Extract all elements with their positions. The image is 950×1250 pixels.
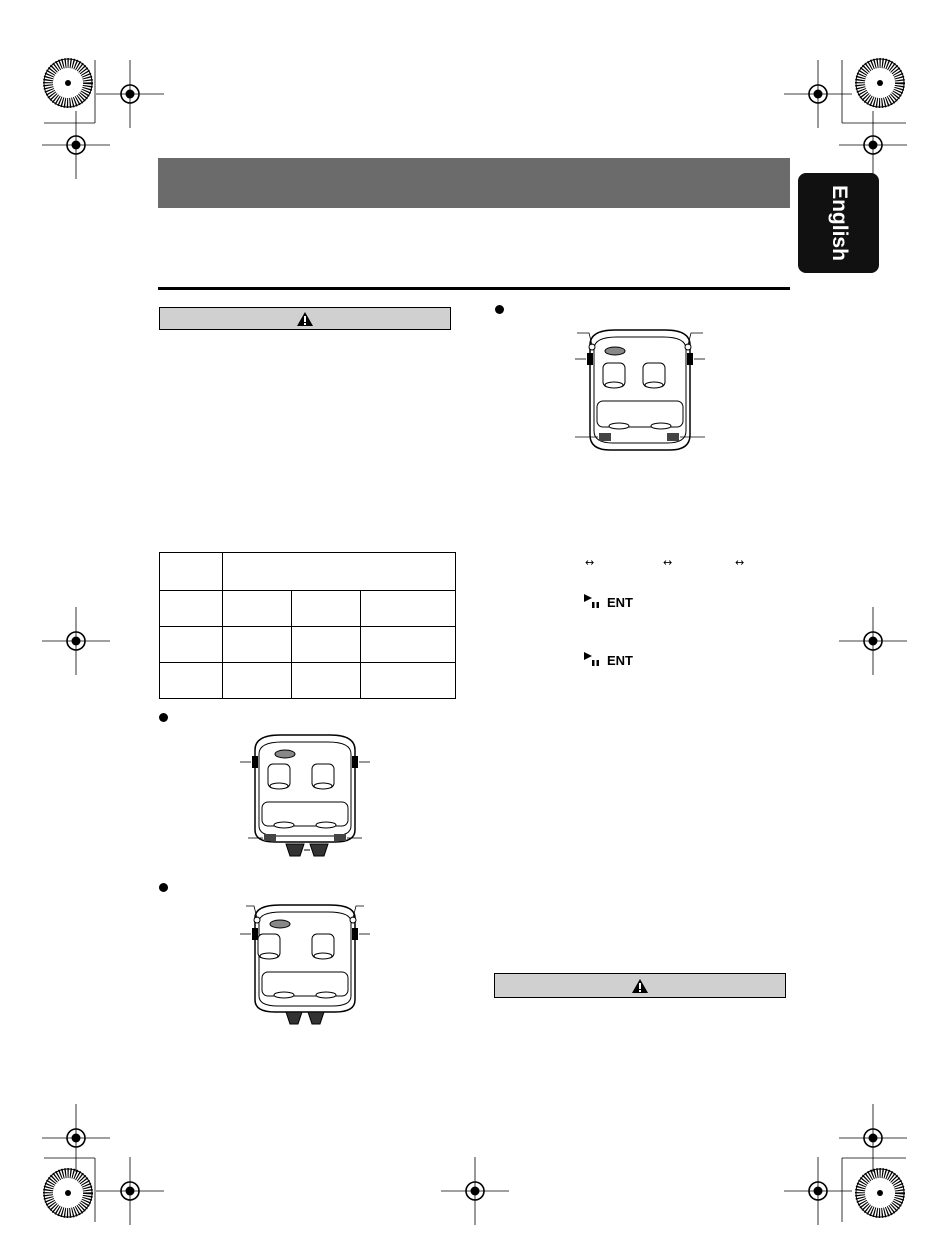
arrow-symbol: ↔ [663, 556, 673, 569]
ent-button-label: ENT [607, 595, 633, 610]
bullet-point [495, 305, 504, 314]
car-speaker-diagram [240, 900, 370, 1030]
table-cell [223, 663, 292, 699]
table-cell [160, 627, 223, 663]
speaker-config-table [159, 552, 456, 699]
warning-triangle-icon [296, 311, 314, 327]
table-cell [292, 627, 361, 663]
table-cell [160, 553, 223, 591]
caution-box [159, 307, 451, 330]
language-tab[interactable] [798, 173, 879, 273]
table-cell [223, 591, 292, 627]
table-cell [223, 553, 456, 591]
car-speaker-diagram [575, 325, 705, 455]
table-cell [160, 591, 223, 627]
warning-triangle-icon [631, 978, 649, 994]
caution-box [494, 973, 786, 998]
arrow-symbol: ↔ [735, 556, 745, 569]
table-cell [292, 591, 361, 627]
header-divider [158, 287, 790, 290]
play-pause-icon [582, 651, 604, 667]
table-cell [361, 591, 456, 627]
play-pause-icon [582, 593, 604, 609]
language-tab-label: English [827, 185, 851, 261]
table-cell [361, 663, 456, 699]
table-cell [292, 663, 361, 699]
bullet-point [159, 713, 168, 722]
section-header-bar [158, 158, 790, 208]
table-cell [361, 627, 456, 663]
ent-button-label: ENT [607, 653, 633, 668]
bullet-point [159, 883, 168, 892]
car-speaker-diagram [240, 730, 370, 860]
arrow-symbol: ↔ [585, 556, 595, 569]
table-cell [223, 627, 292, 663]
table-cell [160, 663, 223, 699]
